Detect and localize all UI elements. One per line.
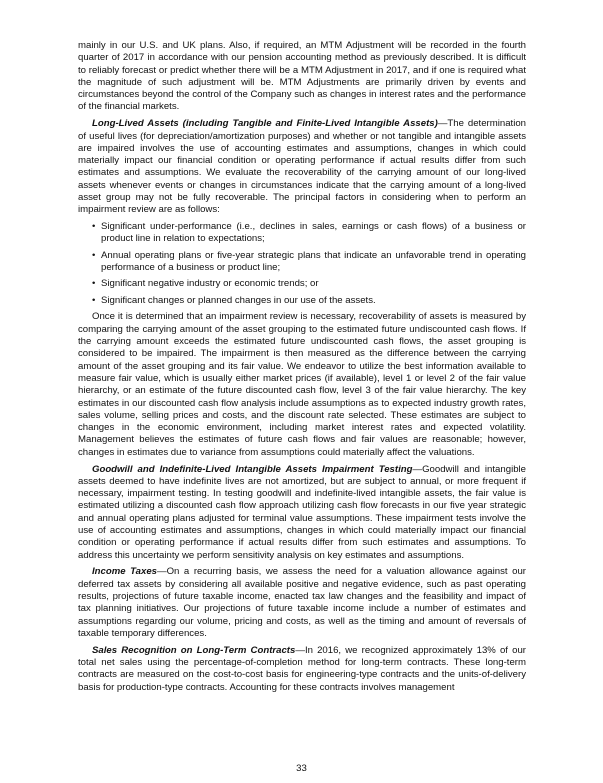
list-item: • Significant under-performance (i.e., declines in sales, earnings or cash flows) of a business or product line in relation to expectations;	[101, 221, 526, 246]
sales-recognition-paragraph	[78, 645, 526, 694]
impairment-factors-list	[78, 221, 526, 307]
list-item: • Significant changes or planned changes in our use of the assets.	[101, 295, 526, 307]
income-taxes-paragraph	[78, 566, 526, 640]
sales-recognition-heading: Sales Recognition on Long-Term Contracts	[92, 644, 296, 656]
intro-paragraph: mainly in our U.S. and UK plans. Also, if required, an MTM Adjustment will be recorded in the fourth quarter of 2017 in accordance with our pension accounting method as previously described. It is difficult to reliably forecast or predict whether there will be a MTM Adjustment in 2017, and if one is required what the magnitude of such adjustment will be. MTM Adjustments are primarily driven by events and circumstances beyond the control of the Company such as changes in interest rates and the performance of the financial markets.	[78, 40, 526, 113]
goodwill-body: —Goodwill and intangible assets deemed to have indefinite lives are not amortized, but are subject to annual, or more frequent if necessary, impairment testing. In testing goodwill and indefinite-lived intangible assets, the fair value is estimated utilizing a discounted cash flow approach utilizing cash flow forecasts in our five year strategic and annual operating plans adjusted for terminal value assumptions. These impairment tests involve the use of accounting estimates and assumptions, changes in which could materially impact our financial condition or operating performance if actual results differ from such estimates and assumptions. To address this uncertainty we perform sensitivity analysis on key estimates and assumptions.	[78, 463, 526, 561]
long-lived-assets-heading: Long-Lived Assets (including Tangible and Finite-Lived Intangible Assets)	[92, 118, 438, 130]
goodwill-heading: Goodwill and Indefinite-Lived Intangible Assets Impairment Testing	[92, 463, 413, 475]
long-lived-assets-paragraph	[78, 118, 526, 216]
goodwill-paragraph	[78, 464, 526, 562]
page-number: 33	[296, 763, 307, 774]
sales-recognition-body: —In 2016, we recognized approximately 13% of our total net sales using the percentage-of-completion method for long-term contracts. These long-term contracts are measured on the cost-to-cost basis for engineering-type contracts and the units-of-delivery basis for production-type contracts. Accounting for these contracts involves management	[78, 644, 526, 693]
list-item: • Annual operating plans or five-year strategic plans that indicate an unfavorable trend in operating performance of a business or product line;	[101, 250, 526, 275]
long-lived-assets-body: —The determination of useful lives (for depreciation/amortization purposes) and whether or not tangible and intangible assets are impaired involves the use of accounting estimates and assumptions, changes in which could materially impact our financial condition or operating performance if actual results differ from such estimates and assumptions. We evaluate the recoverability of the carrying amount of our long-lived assets whenever events or changes in circumstances indicate that the carrying amount of a long-lived asset group may not be fully recoverable. The principal factors in considering when to perform an impairment review are as follows:	[78, 118, 527, 216]
income-taxes-heading: Income Taxes	[92, 566, 157, 578]
income-taxes-body: —On a recurring basis, we assess the need for a valuation allowance against our deferred tax assets by considering all available positive and negative evidence, such as past operating results, projections of future taxable income, enacted tax law changes and the feasibility and impact of tax planning initiatives. Our projections of future taxable income include a number of estimates and assumptions regarding our volume, pricing and costs, as well as the timing and amount of reversals of taxable temporary differences.	[78, 566, 526, 639]
list-item: • Significant negative industry or economic trends; or	[101, 278, 526, 290]
impairment-review-paragraph: Once it is determined that an impairment review is necessary, recoverability of assets is measured by comparing the carrying amount of the asset grouping to the estimated future undiscounted cash flows. If the carrying amount exceeds the estimated future undiscounted cash flows, the asset grouping is considered to be impaired. The impairment is then measured as the difference between the carrying amount of the asset grouping and its fair value. We endeavor to utilize the best information available to measure fair value, which is usually either market prices (if available), level 1 or level 2 of the fair value hierarchy, or an estimate of the future discounted cash flow, level 3 of the fair value hierarchy. The key estimates in our discounted cash flow analysis include assumptions as to expected industry growth rates, sales volume, selling prices and costs, and the discount rate selected. These estimates are subject to changes in the economic environment, including market interest rates and expected volatility. Management believes the estimates of future cash flows and fair values are reasonable; however, changes in estimates due to variance from assumptions could materially affect the valuations.	[78, 311, 526, 458]
document-page	[78, 40, 526, 698]
